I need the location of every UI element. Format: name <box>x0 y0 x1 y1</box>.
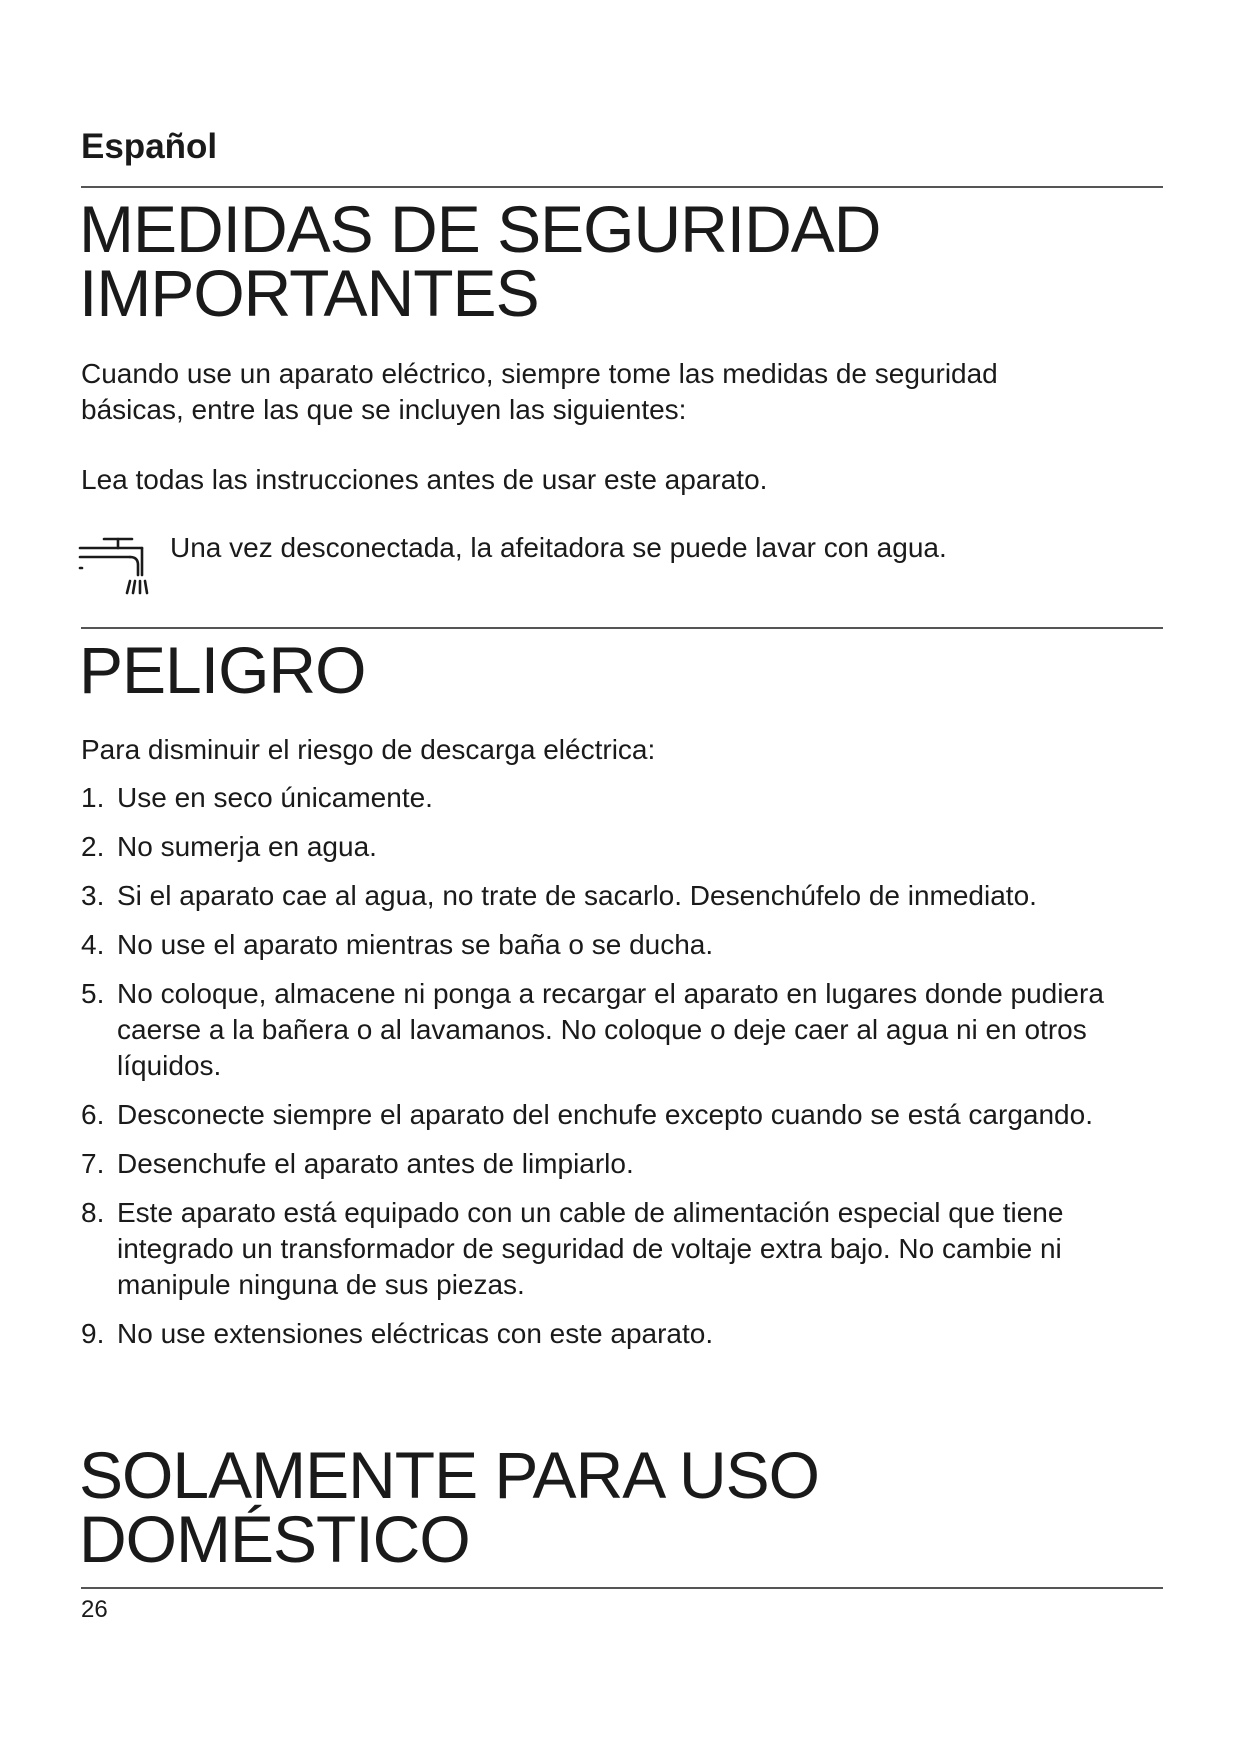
wash-note: Una vez desconectada, la afeitadora se puede lavar con agua. <box>170 532 947 563</box>
safety-title-line1: MEDIDAS DE SEGURIDAD <box>79 192 881 266</box>
household-title-line2: DOMÉSTICO <box>79 1502 470 1576</box>
household-title-line1: SOLAMENTE PARA USO <box>79 1438 819 1512</box>
safety-title-line2: IMPORTANTES <box>79 256 539 330</box>
list-item <box>81 829 1171 865</box>
list-item <box>81 1146 1171 1182</box>
danger-intro: Para disminuir el riesgo de descarga eléctrica: <box>81 734 656 765</box>
safety-title <box>79 192 881 330</box>
list-item <box>81 780 1171 816</box>
read-instructions-text: Lea todas las instrucciones antes de usar este aparato. <box>81 464 768 495</box>
list-item <box>81 1097 1171 1133</box>
list-item-text: Si el aparato cae al agua, no trate de sacarlo. Desenchúfelo de inmediato. <box>117 880 1037 911</box>
water-tap-icon <box>78 535 150 605</box>
list-item-number: 7. <box>81 1148 105 1179</box>
list-item-number: 5. <box>81 978 105 1009</box>
list-item-number: 9. <box>81 1318 105 1349</box>
list-item-number: 6. <box>81 1099 105 1130</box>
list-item-text: Desconecte siempre el aparato del enchufe excepto cuando se está cargando. <box>117 1099 1093 1130</box>
divider <box>81 627 1163 629</box>
language-heading: Español <box>81 127 218 166</box>
list-item-text: No use el aparato mientras se baña o se ducha. <box>117 929 714 960</box>
safety-intro-line2: básicas, entre las que se incluyen las siguientes: <box>81 394 687 425</box>
household-title <box>79 1438 819 1576</box>
list-item <box>81 878 1171 914</box>
list-item-number: 8. <box>81 1197 105 1228</box>
list-item-number: 2. <box>81 831 105 862</box>
list-item-text: Este aparato está equipado con un cable de alimentación especial que tiene integrado un transformador de seguridad de voltaje extra bajo. No cambie ni manipule ninguna de sus piezas. <box>117 1197 1064 1300</box>
list-item <box>81 1316 1171 1352</box>
safety-intro-line1: Cuando use un aparato eléctrico, siempre tome las medidas de seguridad <box>81 358 998 389</box>
list-item-number: 1. <box>81 782 105 813</box>
safety-intro <box>81 356 998 428</box>
list-item <box>81 1195 1171 1303</box>
list-item <box>81 976 1171 1084</box>
page-number: 26 <box>81 1596 108 1623</box>
list-item-number: 4. <box>81 929 105 960</box>
divider <box>81 1587 1163 1589</box>
divider <box>81 186 1163 188</box>
danger-title: PELIGRO <box>79 633 366 707</box>
list-item-text: Desenchufe el aparato antes de limpiarlo. <box>117 1148 634 1179</box>
list-item-text: No sumerja en agua. <box>117 831 377 862</box>
list-item-text: No use extensiones eléctricas con este aparato. <box>117 1318 714 1349</box>
list-item-text: No coloque, almacene ni ponga a recargar el aparato en lugares donde pudiera caerse a la bañera o al lavamanos. No coloque o deje caer al agua ni en otros líquidos. <box>117 978 1104 1081</box>
danger-list <box>81 780 1171 1365</box>
list-item <box>81 927 1171 963</box>
list-item-text: Use en seco únicamente. <box>117 782 433 813</box>
list-item-number: 3. <box>81 880 105 911</box>
